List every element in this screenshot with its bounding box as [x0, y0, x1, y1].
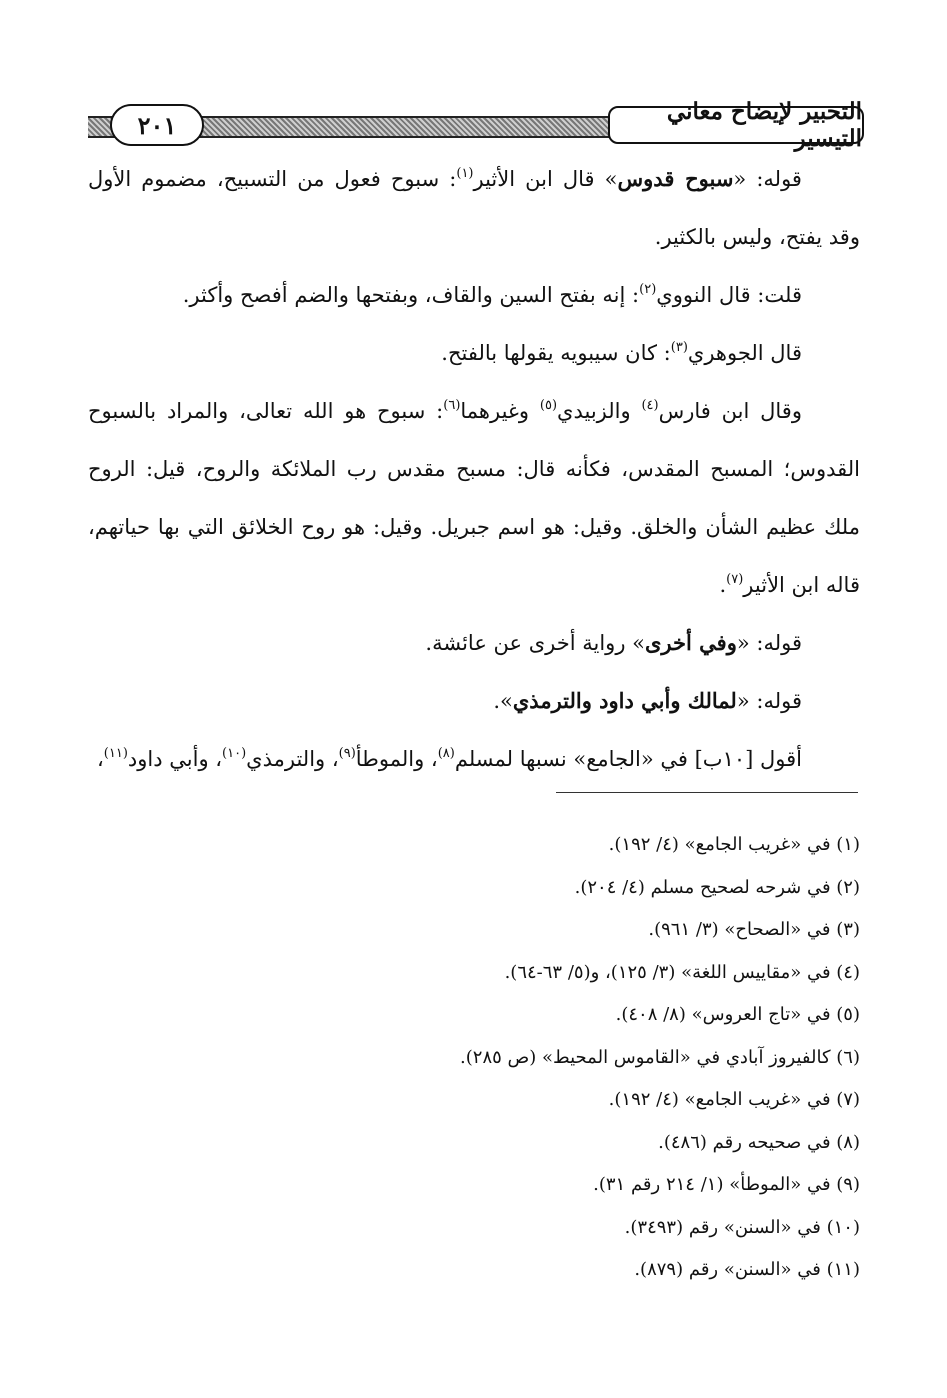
quoted-term: لمالك وأبي داود والترمذي	[512, 688, 737, 713]
paragraph-5	[88, 614, 860, 672]
footnotes-list	[88, 824, 860, 1292]
text-run: قلت: قال النووي	[656, 283, 802, 307]
footnote-item: (١١) في «السنن» رقم (٨٧٩).	[634, 1259, 860, 1280]
footnote-ref[interactable]: (٤)	[641, 398, 659, 413]
paragraph-7	[88, 730, 860, 788]
footnote-ref[interactable]: (٩)	[338, 746, 356, 761]
footnote-item: (٨) في صحيحه رقم (٤٨٦).	[658, 1131, 860, 1153]
paragraph-2	[88, 266, 860, 324]
footnote-ref[interactable]: (٢)	[639, 282, 657, 297]
footnote-item: (٥) في «تاج العروس» (٨/ ٤٠٨).	[615, 1004, 860, 1025]
text-run: : سبوح هو الله تعالى، والمراد بالسبوح القدوس؛ المسبح المقدس، فكأنه قال: مسبح مقدس رب الملائكة والروح، قيل: الروح ملك عظيم الشأن والخلق. وقيل: هو اسم جبريل. وقيل: هو روح الخلائق التي بها حياتهم، قاله ابن الأثير	[88, 399, 860, 597]
text-run: قال الجوهري	[687, 341, 802, 365]
footnote-separator	[556, 792, 858, 793]
text-run: ،	[97, 747, 104, 771]
footnote-ref[interactable]: (٦)	[443, 398, 461, 413]
footnote-ref[interactable]: (٨)	[437, 746, 455, 761]
text-run: » قال ابن الأثير	[473, 167, 618, 191]
footnote-item: (١) في «غريب الجامع» (٤/ ١٩٢).	[608, 834, 860, 855]
footnote-ref[interactable]: (١)	[456, 166, 474, 181]
main-text	[88, 150, 860, 788]
text-run: : كان سيبويه يقولها بالفتح.	[441, 341, 671, 365]
footnote-item: (١٠) في «السنن» رقم (٣٤٩٣).	[624, 1216, 860, 1238]
quoted-term: وفي أخرى	[645, 630, 737, 655]
text-run: أقول [١٠ب] في «الجامع» نسبها لمسلم	[454, 747, 802, 771]
footnote-ref[interactable]: (٥)	[539, 398, 558, 413]
footnote-ref[interactable]: (٣)	[670, 340, 688, 355]
footnote-item: (٤) في «مقاييس اللغة» (٣/ ١٢٥)، و(٥/ ٦٣-٦٤).	[504, 961, 860, 983]
footnote-ref[interactable]: (٧)	[726, 572, 744, 587]
text-run: ، والموطأ	[355, 747, 438, 771]
footnote-item: (٣) في «الصحاح» (٣/ ٩٦١).	[648, 919, 860, 940]
text-run: : سبوح فعول من التسبيح، مضموم الأول وقد يفتح، وليس بالكثير.	[88, 167, 860, 249]
text-run: ».	[493, 689, 513, 713]
running-title: التحبير لإيضاح معاني التيسير	[608, 106, 864, 144]
footnote-item: (٧) في «غريب الجامع» (٤/ ١٩٢).	[608, 1089, 860, 1110]
text-run: قوله: «	[733, 167, 802, 191]
footnote-item: (٩) في «الموطأ» (١/ ٢١٤ رقم ٣١).	[593, 1174, 860, 1195]
paragraph-6	[88, 672, 860, 730]
quoted-term: سبوح قدوس	[617, 166, 734, 191]
footnote-ref[interactable]: (١١)	[103, 746, 128, 761]
text-run: .	[719, 573, 727, 597]
text-run: : إنه بفتح السين والقاف، وبفتحها والضم أفصح وأكثر.	[182, 283, 640, 307]
text-run: » رواية أخرى عن عائشة.	[425, 631, 645, 655]
paragraph-4	[88, 382, 860, 614]
text-run: والزبيدي	[557, 399, 642, 423]
text-run: ، والترمذي	[246, 747, 339, 771]
footnote-item: (٦) كالفيروز آبادي في «القاموس المحيط» (ص ٢٨٥).	[460, 1046, 860, 1068]
paragraph-3	[88, 324, 860, 382]
text-run: قوله: «	[736, 631, 802, 655]
paragraph-1	[88, 150, 860, 266]
footnote-ref[interactable]: (١٠)	[222, 746, 247, 761]
text-run: وقال ابن فارس	[658, 399, 802, 423]
text-run: قوله: «	[736, 689, 802, 713]
text-run: ، وأبي داود	[127, 747, 223, 771]
page-header	[88, 98, 864, 152]
text-run: وغيرهما	[460, 399, 540, 423]
page-number: ٢٠١	[110, 104, 204, 146]
footnote-item: (٢) في شرحه لصحيح مسلم (٤/ ٢٠٤).	[574, 876, 860, 898]
